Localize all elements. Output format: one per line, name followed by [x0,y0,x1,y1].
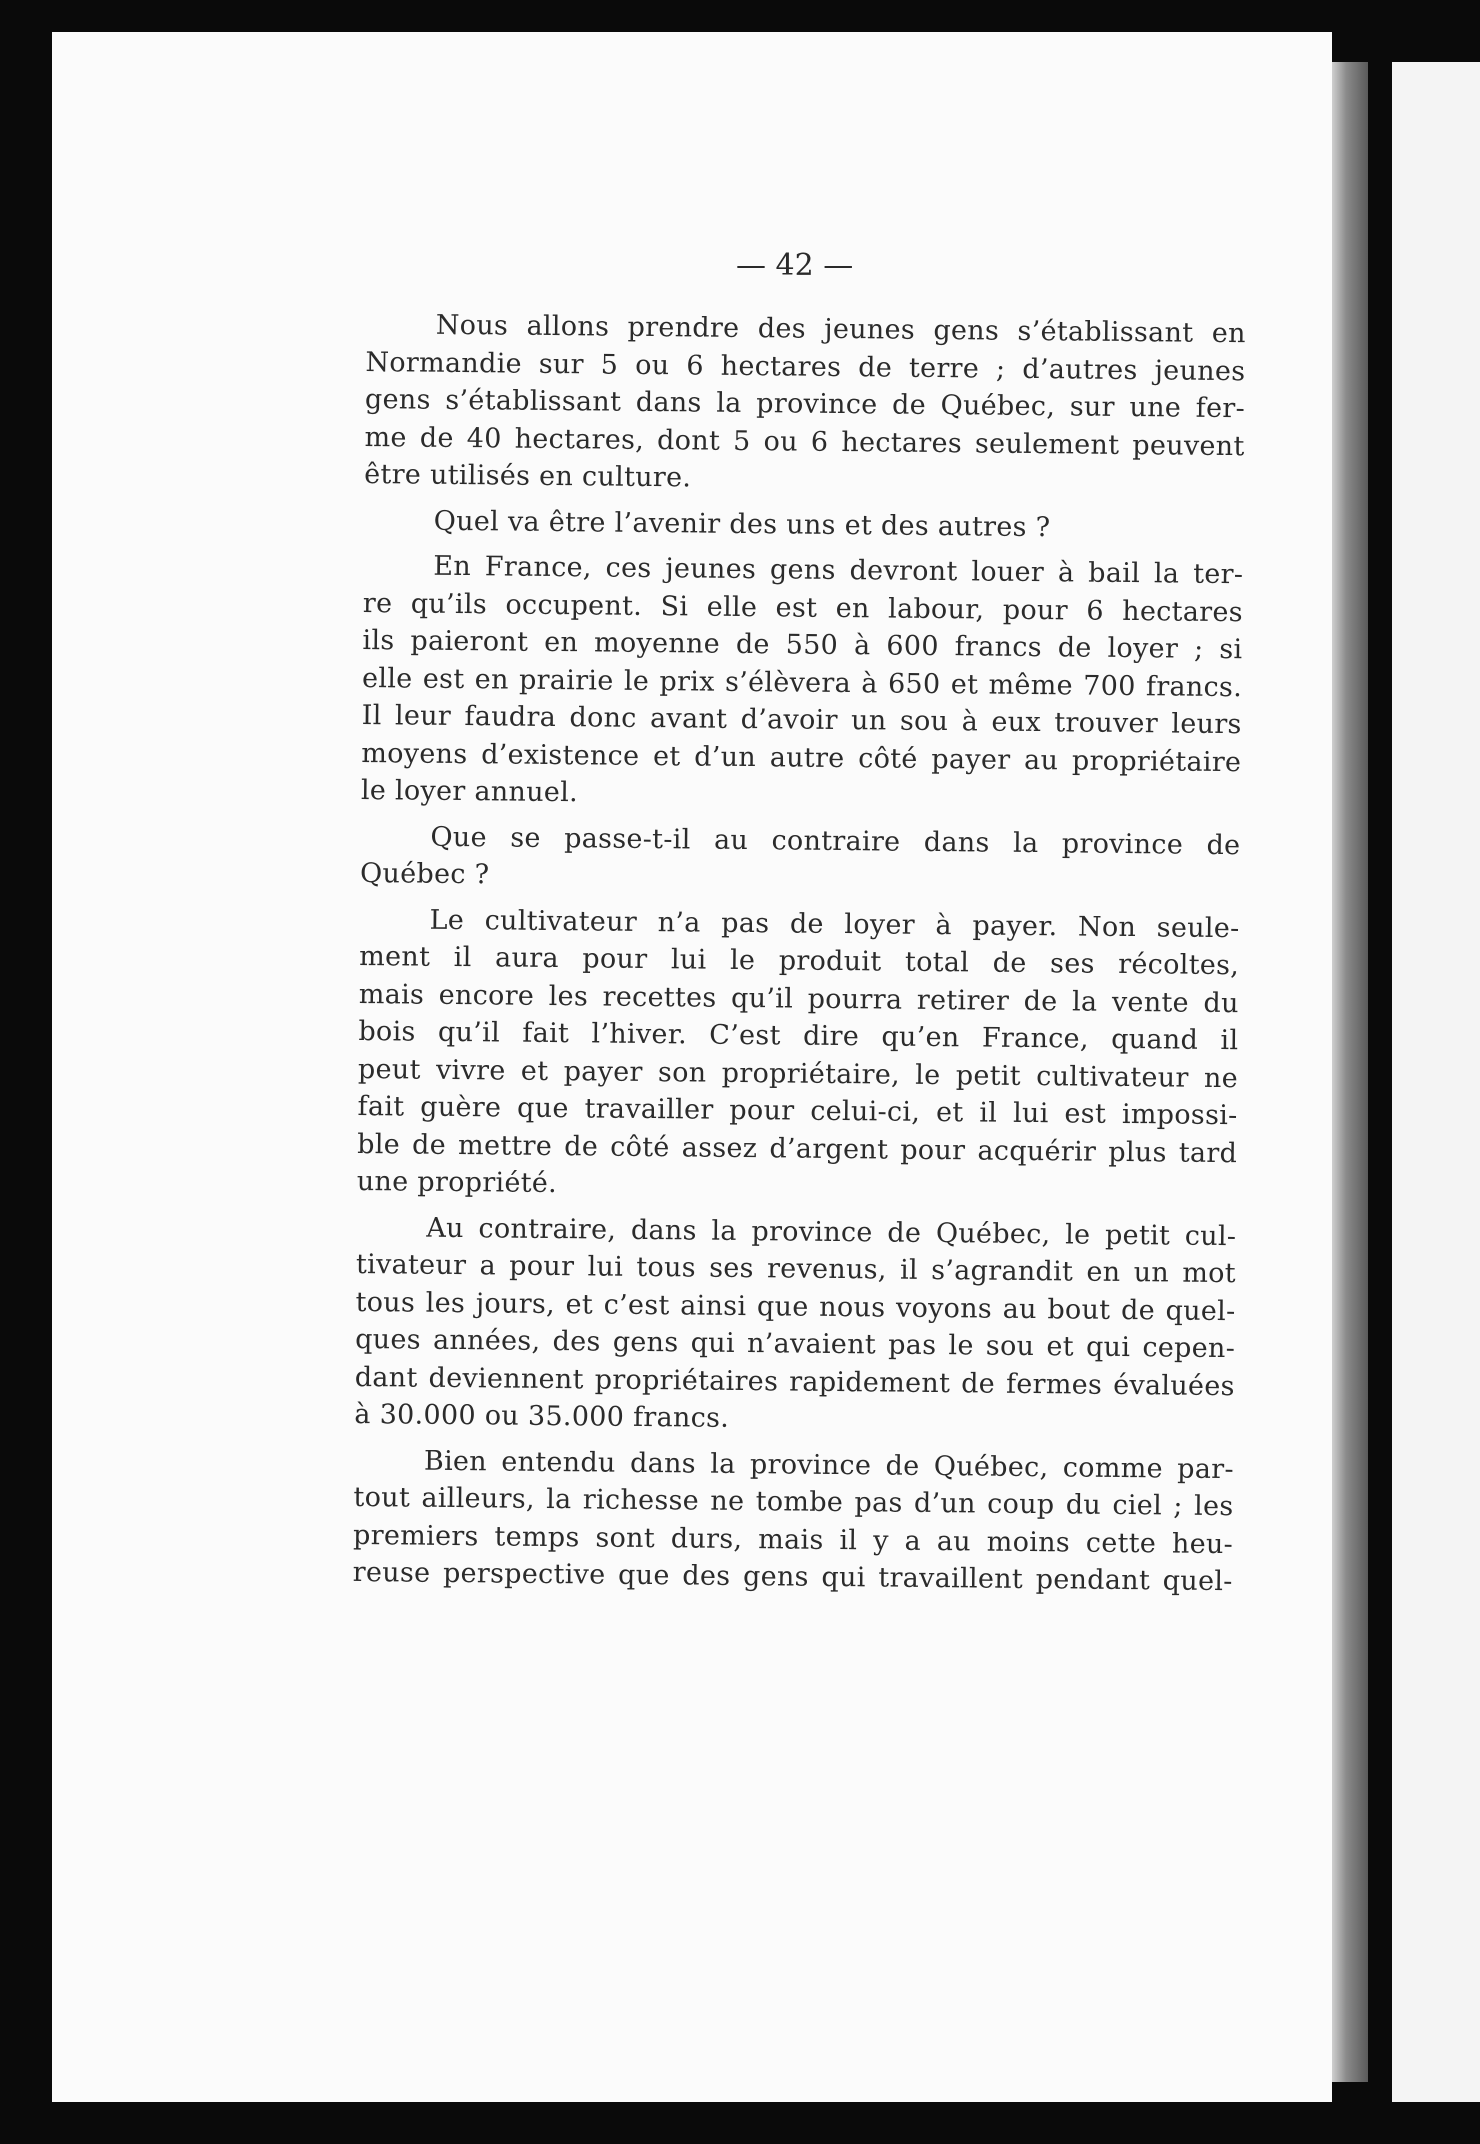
text-line: Quel va être l’avenir des uns et des autres ? [433,505,1051,543]
paragraph [361,547,1244,819]
text-line: Nous allons prendre des jeunes gens s’établissant en [435,309,1246,350]
paragraph [360,817,1241,901]
paragraph [353,1441,1235,1600]
text-line: Bien entendu dans la province de Québec, comme par- [423,1445,1235,1485]
text-line: Le cultivateur n’a pas de loyer à payer. Non seule- [429,904,1240,944]
text-line: moyens d’existence et d’un autre côté payer au propriétaire [361,737,1242,778]
text-line: gens s’établissant dans la province de Québec, sur une fer- [364,383,1246,425]
page-edge [1332,62,1368,2082]
text-line: être utilisés en culture. [364,458,692,494]
text-line: re qu’ils occupent. Si elle est en labour, pour 6 hectares [362,587,1244,628]
facing-page [1392,62,1480,2102]
text-line: bois qu’il fait l’hiver. C’est dire qu’en France, quand il [358,1015,1239,1057]
text-line: premiers temps sont durs, mais il y a au moins cette heu- [352,1519,1234,1560]
text-line: elle est en prairie le prix s’élèvera à 650 et même 700 francs. [361,662,1243,703]
text-line: à 30.000 ou 35.000 francs. [354,1398,730,1434]
text-line: reuse perspective que des gens qui travaillent pendant quel- [352,1556,1233,1598]
body-text [353,306,1246,1601]
text-line: Québec ? [359,857,490,891]
text-line: fait guère que travailler pour celui-ci, et il lui est impossi- [357,1090,1238,1132]
text-line: ils paieront en moyenne de 550 à 600 francs de loyer ; si [362,624,1243,666]
text-line: le loyer annuel. [360,774,579,809]
text-line: tivateur a pour lui tous ses revenus, il s’agrandit en un mot [355,1248,1237,1290]
text-line: Normandie sur 5 ou 6 hectares de terre ; d’autres jeunes [365,346,1246,387]
text-line: En France, ces jeunes gens devront louer à bail la ter- [433,550,1244,591]
text-line: mais encore les recettes qu’il pourra retirer de la vente du [358,978,1239,1019]
text-line: ment il aura pour lui le produit total de ses récoltes, [359,940,1240,982]
text-line: Que se passe-t-il au contraire dans la province de [430,821,1241,861]
text-line: me de 40 hectares, dont 5 ou 6 hectares seulement peuvent [364,421,1245,462]
text-line: Au contraire, dans la province de Québec, le petit cul- [426,1212,1237,1252]
text-line: tout ailleurs, la richesse ne tombe pas d’un coup du ciel ; les [353,1481,1234,1523]
text-line: ques années, des gens qui n’avaient pas le sou et qui cepen- [355,1323,1236,1365]
paragraph [357,900,1240,1209]
text-line: Il leur faudra donc avant d’avoir un sou à eux trouver leurs [361,699,1242,741]
text-line: ble de mettre de côté assez d’argent pour acquérir plus tard [357,1128,1238,1169]
text-line: peut vivre et payer son propriétaire, le petit cultivateur ne [357,1053,1239,1094]
paragraph [364,306,1246,503]
text-line: tous les jours, et c’est ainsi que nous voyons au bout de quel- [355,1286,1236,1327]
text-line: dant deviennent propriétaires rapidement de fermes évaluées [354,1361,1235,1402]
text-line: une propriété. [356,1165,558,1200]
page-number: — 42 — [736,248,854,283]
paragraph [354,1208,1236,1442]
